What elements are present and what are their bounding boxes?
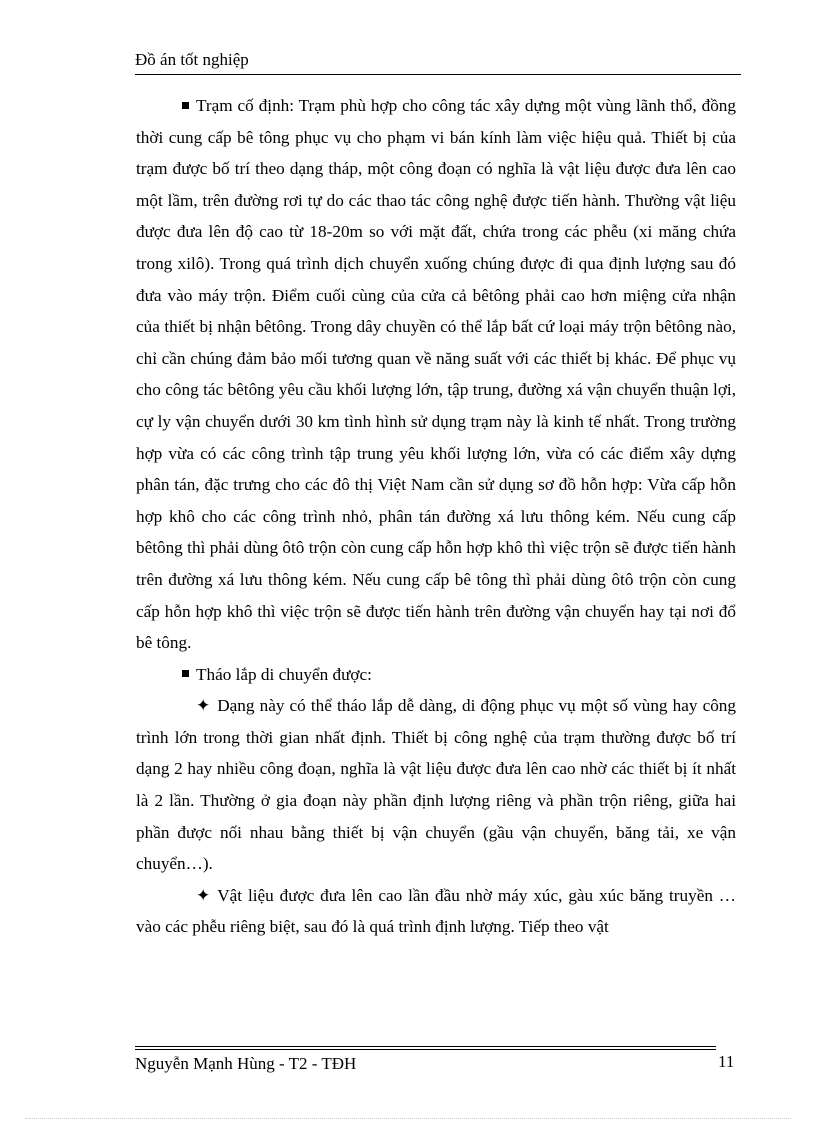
page-break-line — [25, 1118, 791, 1119]
document-body — [136, 90, 736, 943]
four-point-star-icon: ✦ — [196, 696, 211, 716]
paragraph-text: Trạm cố định: Trạm phù hợp cho công tác xây dựng một vùng lãnh thổ, đồng thời cung cấp bê tông phục vụ cho phạm vi bán kính làm việc hiệu quả. Thiết bị của trạm được bố trí theo dạng tháp, một công đoạn có nghĩa là vật liệu được đưa lên cao một lầm, trên đường rơi tự do các thao tác công nghệ được tiến hành. Thường vật liệu được đưa lên độ cao từ 18-20m so với mặt đất, chứa trong các phễu (xi măng chứa trong xilô). Trong quá trình dịch chuyển xuống chúng được đi qua định lượng sau đó đưa vào máy trộn. Điểm cuối cùng của cửa cả bêtông phải cao hơn miệng cửa nhận của thiết bị nhận bêtông. Trong dây chuyền có thể lắp bất cứ loại máy trộn bêtông nào, chỉ cần chúng đảm bảo mối tương quan về năng suất với các thiết bị khác. Để phục vụ cho công tác bêtông yêu cầu khối lượng lớn, tập trung, đường xá vận chuyển thuận lợi, cự ly vận chuyển dưới 30 km tình hình sử dụng trạm này là kinh tế nhất. Trong trường hợp vừa có các công trình tập trung yêu khối lượng lớn, vừa có các điểm xây dựng phân tán, đặc trưng cho các đô thị Việt Nam cần sử dụng sơ đồ hỗn hợp: Vừa cấp hỗn hợp khô cho các công trình nhỏ, phân tán đường xá lưu thông kém. Nếu cung cấp bêtông thì phải dùng ôtô trộn còn cung cấp hỗn hợp khô thì việc trộn sẽ được tiến hành trên đường xá lưu thông kém. Nếu cung cấp bê tông thì phải dùng ôtô trộn còn cung cấp hỗn hợp khô thì việc trộn sẽ được tiến hành trên đường vận chuyển hay tại nơi đổ bê tông. — [136, 96, 736, 653]
paragraph-materials — [136, 880, 736, 943]
square-bullet-icon — [182, 670, 189, 677]
four-point-star-icon: ✦ — [196, 885, 211, 905]
paragraph-mobile-desc — [136, 690, 736, 880]
header-title: Đồ án tốt nghiệp — [135, 50, 249, 69]
paragraph-text: Vật liệu được đưa lên cao lần đầu nhờ máy xúc, gàu xúc băng truyền …vào các phễu riêng biệt, sau đó là quá trình định lượng. Tiếp theo vật — [136, 885, 736, 937]
paragraph-text: Tháo lắp di chuyển được: — [196, 664, 372, 684]
footer-divider — [135, 1046, 716, 1050]
paragraph-text: Dạng này có thể tháo lắp dễ dàng, di động phục vụ một số vùng hay công trình lớn trong thời gian nhất định. Thiết bị công nghệ của trạm thường được bố trí dạng 2 hay nhiều công đoạn, nghĩa là vật liệu được đưa lên cao nhờ các thiết bị ít nhất là 2 lần. Thường ở gia đoạn này phần định lượng riêng và phần trộn riêng, giữa hai phần được nối nhau bằng thiết bị vận chuyển (gầu vận chuyển, băng tải, xe vận chuyển…). — [136, 696, 736, 874]
page-number: 11 — [718, 1052, 735, 1071]
footer-author: Nguyễn Mạnh Hùng - T2 - TĐH — [135, 1054, 357, 1073]
square-bullet-icon — [182, 102, 189, 109]
page-header — [135, 48, 741, 75]
paragraph-mobile-heading — [136, 659, 736, 691]
paragraph-fixed-station — [136, 90, 736, 659]
